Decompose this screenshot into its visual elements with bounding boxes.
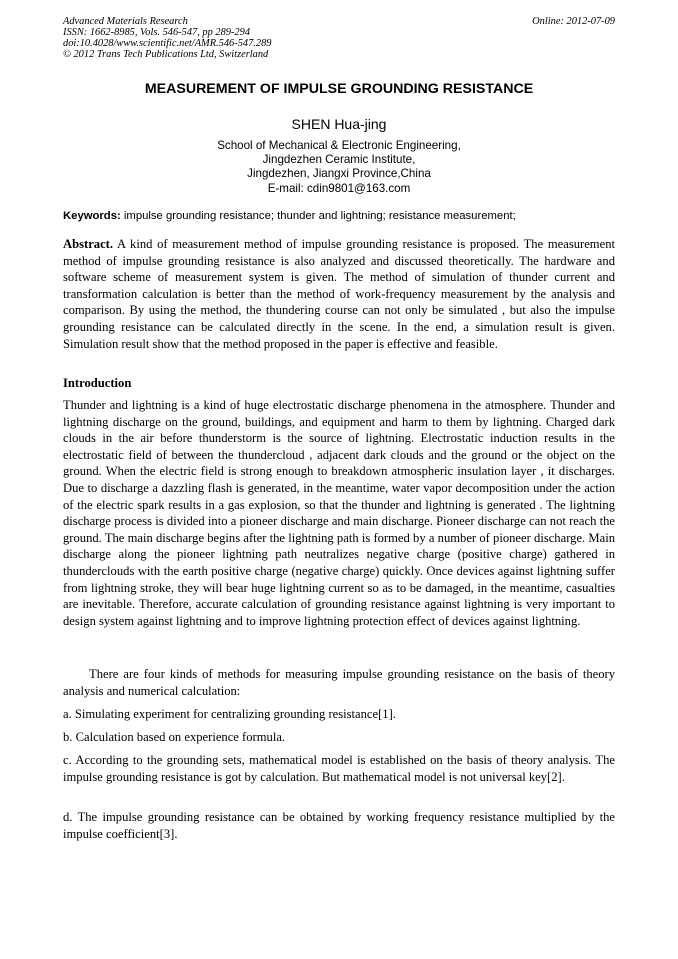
author-name: SHEN Hua-jing bbox=[291, 116, 387, 132]
affiliation-line-1: School of Mechanical & Electronic Engineering, bbox=[217, 139, 461, 152]
introduction-heading: Introduction bbox=[63, 376, 132, 390]
affiliation bbox=[0, 139, 678, 196]
method-item-d: d. The impulse grounding resistance can be obtained by working frequency resistance multiplied by the impulse coefficient[3]. bbox=[63, 810, 615, 841]
keywords bbox=[63, 209, 615, 223]
introduction-paragraph-2 bbox=[63, 666, 615, 699]
affiliation-line-2: Jingdezhen Ceramic Institute, bbox=[262, 153, 416, 167]
method-item-c: c. According to the grounding sets, mathematical model is established on the basis of theory analysis. The impulse grounding resistance is got by calculation. But mathematical model is not universal key[2]. bbox=[63, 753, 615, 784]
abstract bbox=[63, 236, 615, 352]
introduction-paragraph-1 bbox=[63, 397, 615, 629]
method-item-b: b. Calculation based on experience formula. bbox=[63, 730, 286, 744]
keywords-text: impulse grounding resistance; thunder and lightning; resistance measurement; bbox=[120, 210, 516, 222]
issn-line: ISSN: 1662-8985, Vols. 546-547, pp 289-294 bbox=[63, 27, 251, 38]
intro-para-1-text: Thunder and lightning is a kind of huge electrostatic discharge phenomena in the atmosphere. Thunder and lightning discharge on the ground, buildings, and equipment and harm to them by lightning. Charged dark clouds in the air before thunderstorm is the source of lightning. Electrostatic induction results in the electrostatic field of between the thundercloud , adjacent dark clouds and the ground or the object on the ground. When the electric field is strong enough to breakdown atmospheric insulation layer , it discharges. Due to discharge a dazzling flash is generated, in the meantime, water vapor decomposition under the action of the electric spark results in a gas explosion, so that the thunder and lightning is generated . The lightning discharge process is divided into a pioneer discharge and main discharge. Pioneer discharge can not reach the ground. The main discharge begins after the lightning path is formed by a number of pioneer discharge. Main discharge along the pioneer lightning path neutralizes negative charge (positive charge) gathered in thunderclouds with the earth positive charge (negative charge) quickly. Once devices against lightning suffer from lightning stroke, they will bear huge lightning current so as to be damaged, in the meantime, casualties are inevitable. Therefore, accurate calculation of grounding resistance against lightning is very important to design system against lightning and to improve lightning protection effect of devices against lightning. bbox=[63, 398, 615, 628]
doi-line: doi:10.4028/www.scientific.net/AMR.546-547.289 bbox=[63, 38, 272, 49]
journal-name: Advanced Materials Research bbox=[63, 16, 188, 27]
online-date: Online: 2012-07-09 bbox=[532, 16, 615, 27]
intro-para-2-text: There are four kinds of methods for measuring impulse grounding resistance on the basis of theory analysis and numerical calculation: bbox=[63, 667, 615, 698]
affiliation-line-3: Jingdezhen, Jiangxi Province,China bbox=[247, 167, 431, 181]
affiliation-email: E-mail: cdin9801@163.com bbox=[267, 181, 411, 195]
method-item-a: a. Simulating experiment for centralizing grounding resistance[1]. bbox=[63, 707, 396, 721]
abstract-label: Abstract. bbox=[63, 237, 114, 251]
journal-header bbox=[63, 16, 271, 60]
keywords-label: Keywords: bbox=[63, 210, 121, 222]
paper-title: MEASUREMENT OF IMPULSE GROUNDING RESISTANCE bbox=[144, 81, 534, 97]
copyright-line: © 2012 Trans Tech Publications Ltd, Switzerland bbox=[63, 49, 269, 60]
abstract-text: A kind of measurement method of impulse grounding resistance is proposed. The measurement method of impulse grounding resistance is also analyzed and discussed theoretically. The hardware and software scheme of measurement system is given. The method of simulation of thunder current and transformation calculation is better than the method of work-frequency measurement by the analysis and comparison. By using the method, the thundering course can not only be simulated , but also the impulse grounding resistance can be calculated directly in the scene. In the end, a simulation result is given. Simulation result show that the method proposed in the paper is effective and feasible. bbox=[63, 237, 615, 351]
